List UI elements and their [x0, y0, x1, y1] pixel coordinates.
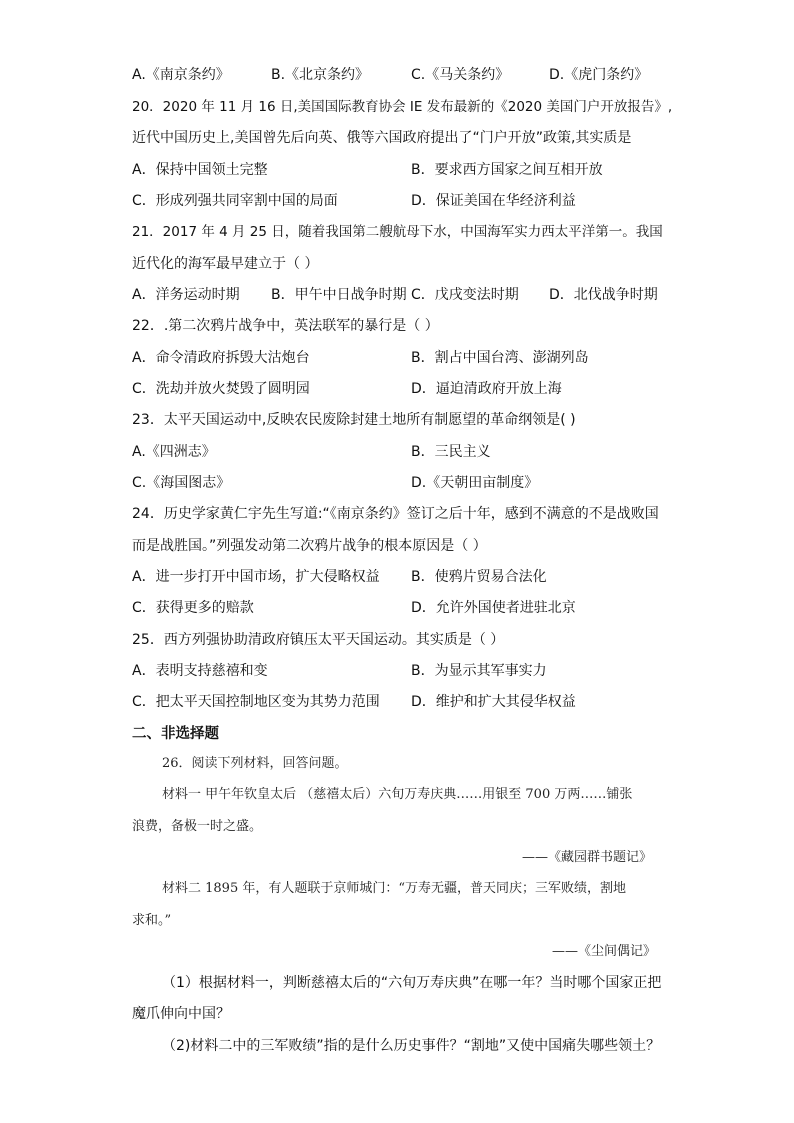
q24-option-c: C．获得更多的赔款 [132, 600, 254, 616]
q23-option-a: A.《四洲志》 [132, 444, 216, 460]
q25-option-b: B．为显示其军事实力 [411, 663, 547, 679]
q20-option-d: D．保证美国在华经济利益 [411, 193, 576, 209]
q20-option-a: A．保持中国领土完整 [132, 162, 268, 178]
q26-subquestion2: （2)材料二中的三军败绩”指的是什么历史事件？“割地”又使中国痛失哪些领土？ [162, 1038, 661, 1054]
q22-option-b: B．割占中国台湾、澎湖列岛 [411, 350, 589, 366]
q22-option-c: C．洗劫并放火焚毁了圆明园 [132, 381, 310, 397]
q24-option-d: D．允许外国使者进驻北京 [411, 600, 576, 616]
q26-material1-source: ——《藏园群书题记》 [522, 850, 653, 865]
q19-option-b: B.《北京条约》 [271, 67, 370, 83]
q25-option-c: C．把太平天国控制地区变为其势力范围 [132, 694, 380, 710]
section-title-non-choice: 二、非选择题 [132, 726, 219, 742]
q22-option-a: A．命令清政府拆毁大沽炮台 [132, 350, 310, 366]
q25-option-d: D．维护和扩大其侵华权益 [411, 694, 576, 710]
q25-option-a: A．表明支持慈禧和变 [132, 663, 268, 679]
q26-subquestion1-line1: （1）根据材料一，判断慈禧太后的“六旬万寿庆典”在哪一年？当时哪个国家正把 [162, 975, 662, 991]
q26-subquestion1-line2: 魔爪伸向中国？ [132, 1006, 230, 1022]
q21-option-b: B．甲午中日战争时期 [271, 287, 407, 303]
q22-option-d: D．逼迫清政府开放上海 [411, 381, 562, 397]
q20-option-b: B．要求西方国家之间互相开放 [411, 162, 603, 178]
q19-option-c: C.《马关条约》 [411, 67, 510, 83]
q25-stem: 25．西方列强协助清政府镇压太平天国运动。其实质是（ ） [132, 632, 505, 648]
q23-option-c: C.《海国图志》 [132, 475, 231, 491]
q20-stem-line2: 近代中国历史上,美国曾先后向英、俄等六国政府提出了“门户开放”政策,其实质是 [132, 130, 632, 146]
q24-stem-line2: 而是战胜国。”列强发动第二次鸦片战争的根本原因是（ ） [132, 538, 487, 554]
q21-stem-line1: 21．2017 年 4 月 25 日，随着我国第二艘航母下水，中国海军实力西太平洋第一。我国 [132, 224, 663, 240]
q19-option-a: A.《南京条约》 [132, 67, 230, 83]
q26-material2-source: ——《尘间偶记》 [552, 944, 657, 959]
q22-stem: 22．.第二次鸦片战争中，英法联军的暴行是（ ） [132, 318, 439, 334]
q19-option-d: D.《虎门条约》 [549, 67, 649, 83]
q24-option-b: B．使鸦片贸易合法化 [411, 569, 547, 585]
q26-material1-line1: 材料一 甲午年钦皇太后 （慈禧太后）六旬万寿庆典……用银至 700 万两……铺张 [162, 787, 633, 802]
q21-option-c: C．戊戌变法时期 [411, 287, 519, 303]
q26-material2-line1: 材料二 1895 年，有人题联于京师城门：“万寿无疆，普天同庆；三军败绩，割地 [162, 881, 626, 896]
q23-option-b: B．三民主义 [411, 444, 491, 460]
q26-intro: 26．阅读下列材料，回答问题。 [162, 756, 348, 771]
q20-stem-line1: 20．2020 年 11 月 16 日,美国国际教育协会 IE 发布最新的《2020 美国门户开放报告》, [132, 99, 673, 115]
q23-option-d: D.《天朝田亩制度》 [411, 475, 539, 491]
q26-material2-line2: 求和。” [132, 913, 172, 928]
q24-stem-line1: 24．历史学家黄仁宇先生写道:“《南京条约》签订之后十年，感到不满意的不是战败国 [132, 506, 659, 522]
q21-option-a: A．洋务运动时期 [132, 287, 240, 303]
q20-option-c: C．形成列强共同宰割中国的局面 [132, 193, 338, 209]
q23-stem: 23．太平天国运动中,反映农民废除封建土地所有制愿望的革命纲领是( ) [132, 412, 576, 428]
q26-material1-line2: 浪费，备极一时之盛。 [132, 819, 263, 834]
q21-option-d: D．北伐战争时期 [549, 287, 658, 303]
q24-option-a: A．进一步打开中国市场，扩大侵略权益 [132, 569, 380, 585]
q21-stem-line2: 近代化的海军最早建立于（ ） [132, 256, 319, 272]
